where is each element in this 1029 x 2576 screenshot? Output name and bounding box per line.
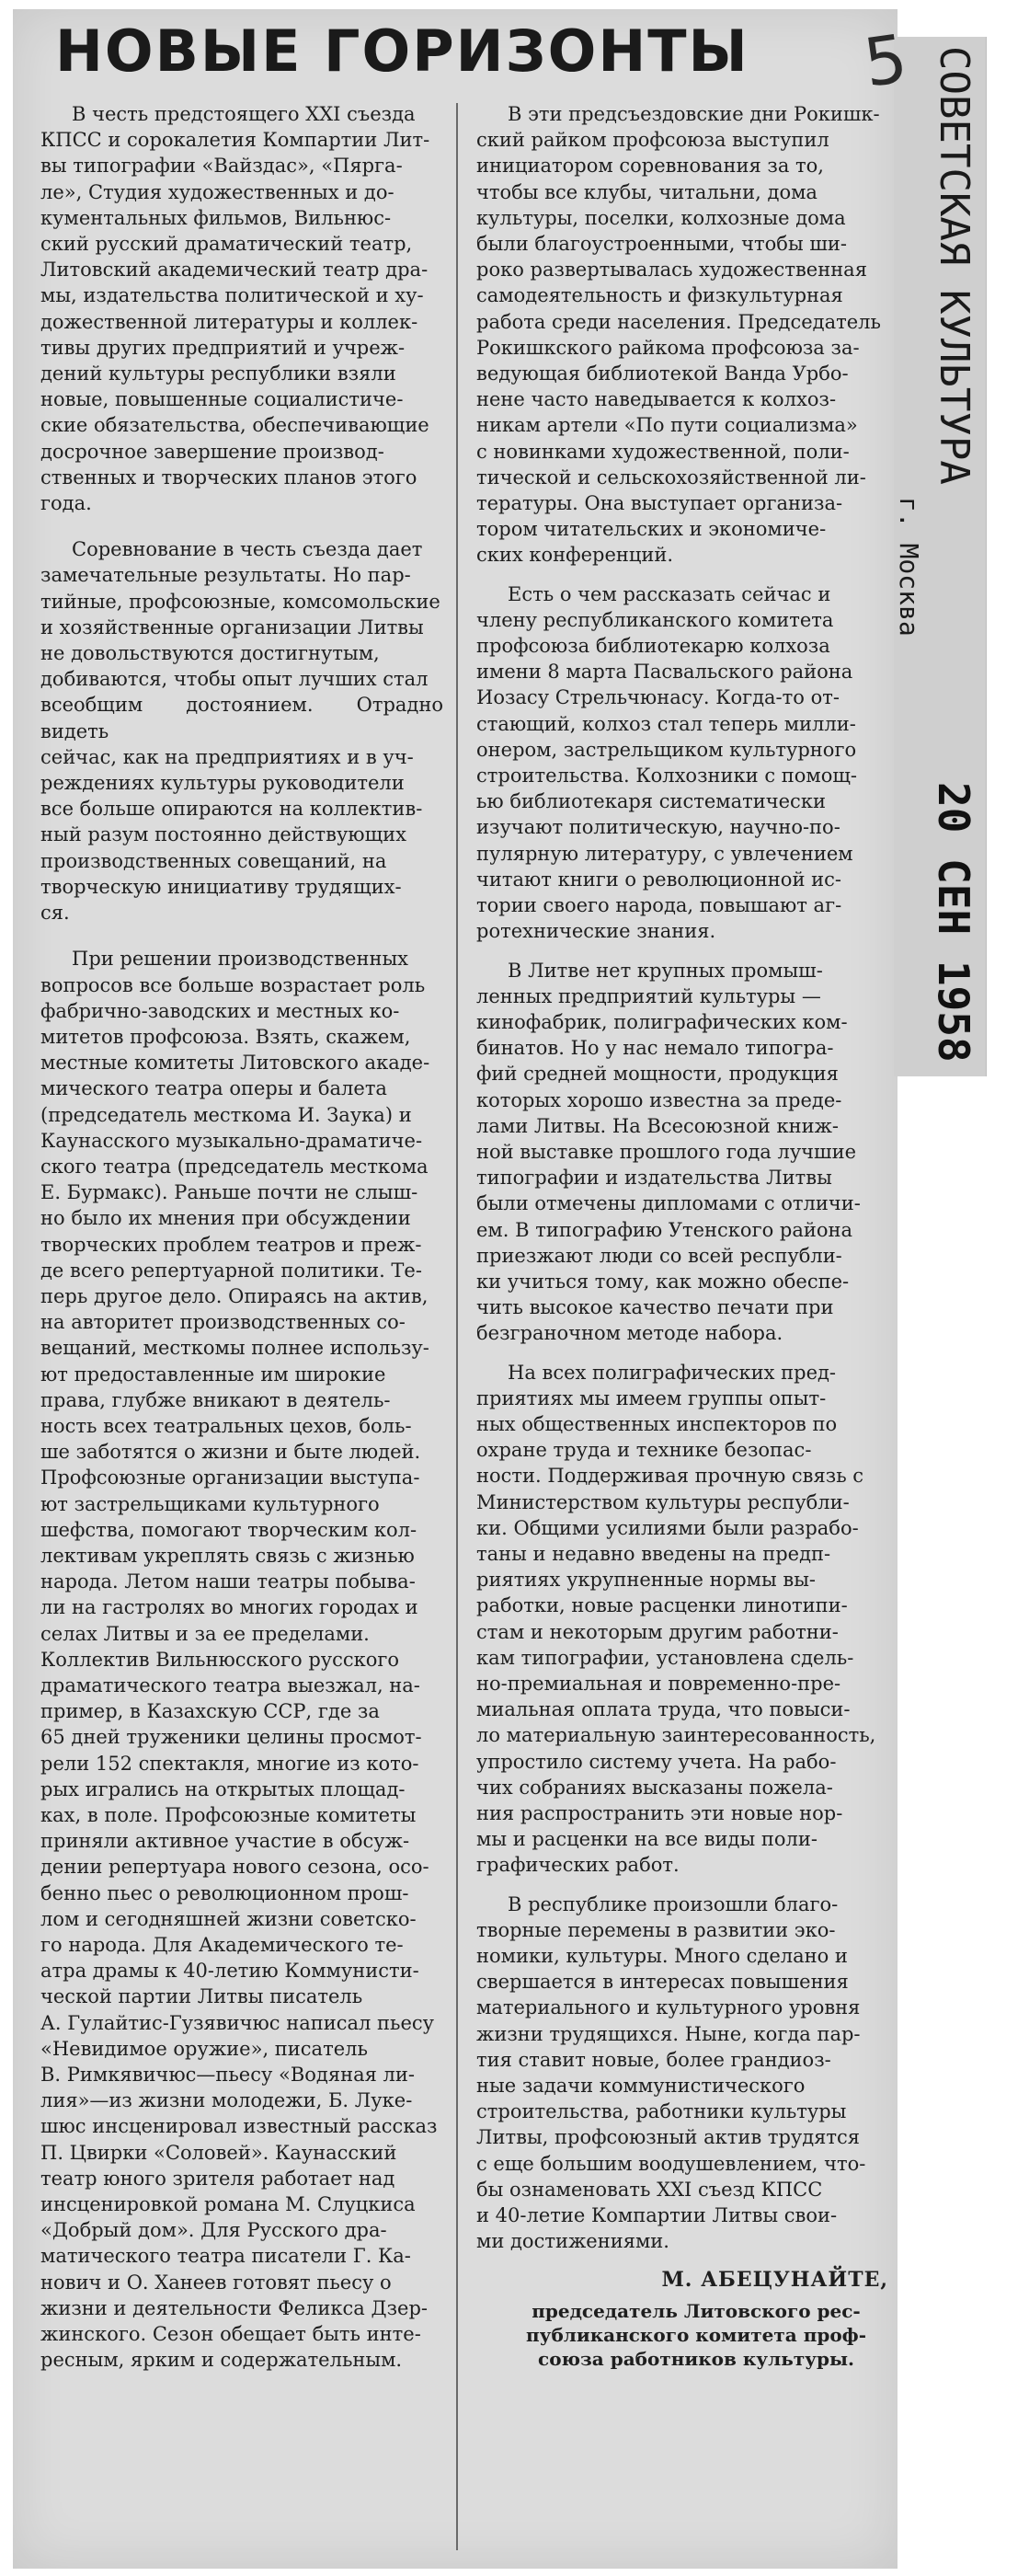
- article-paragraph: В Литве нет крупных промыш- ленных предприятий культуры — кинофабрик, полиграфических ком- бинатов. Но у нас немало типогра- фий средней мощности, продукция которых хорошо известна за преде- лами Литвы. На Всесоюзной книж- ной выставке прошлого года лучшие типографии и издательства Литвы были отмечены дипломами с отличи- ем. В типографию Утенского района приезжают люди со всей республи- ки учиться тому, как можно обеспе- чить высокое качество печати при безграночном методе набора.: [476, 959, 861, 1345]
- article-paragraph: Есть о чем рассказать сейчас и члену республиканского комитета профсоюза библиотекарю колхоза имени 8 марта Пасвальского района Иозасу Стрельчюнасу. Когда-то от- стающий, колхоз стал теперь милли- онером, застрельщиком культурного строительства. Колхозники с помощ- ью библиотекаря систематически изучают политическую, научно-по- пулярную литературу, с увлечением читают книги о революционной ис- тории своего народа, повышают аг- ротехнические знания.: [476, 582, 857, 943]
- article-headline: НОВЫЕ ГОРИЗОНТЫ: [55, 17, 749, 85]
- author-signature: М. АБЕЦУНАЙТЕ,: [661, 2268, 888, 2293]
- handwritten-page-mark: 5: [859, 19, 912, 102]
- publication-city-stamp: г. Москва: [894, 497, 924, 637]
- article-paragraph: В честь предстоящего XXI съезда КПСС и сорокалетия Компартии Лит- вы типографии «Вайздас», «Пярга- ле», Студия художественных и до- кументальных фильмов, Вильнюс- ский русский драматический театр, Литовский академический театр дра- мы, издательства политической и ху- дожественной литературы и коллек- тивы других предприятий и учреж- дений культуры республики взяли новые, повышенные социалистиче- ские обязательства, обеспечивающие досрочное завершение производ- ственных и творческих планов этого года.: [40, 103, 430, 515]
- article-paragraph: На всех полиграфических пред- приятиях мы имеем группы опыт- ных общественных инспекторов по охране труда и технике безопас- ности. Поддерживая прочную связь с Министерством культуры республи- ки. Общими усилиями были разрабо- таны и недавно введены на предп- риятиях укрупненные нормы вы- работки, новые расценки линотипи- стам и некоторым другим работни- кам типографии, установлена сдель- но-премиальная и повременно-пре- миальная оплата труда, что повыси- ло материальную заинтересованность, упростило систему учета. На рабо- чих собраниях высказаны пожела- ния распространить эти новые нор- мы и расценки на все виды поли- графических работ.: [476, 1361, 876, 1877]
- column-divider: [456, 103, 458, 2550]
- publication-stamp: СОВЕТСКАЯ КУЛЬТУРА: [931, 46, 978, 485]
- article-paragraph: При решении производственных вопросов все больше возрастает роль фабрично-заводских и местных ко- митетов профсоюза. Взять, скажем, местные комитеты Литовского акаде- мического театра оперы и балета (председатель месткома И. Заука) и Каунасского музыкально-драматиче- ского театра (председатель месткома Е. Бурмакс). Раньше почти не слыш- но было их мнения при обсуждении творческих проблем театров и преж- де всего репертуарной политики. Те- перь другое дело. Опираясь на актив, на авторитет производственных со- вещаний, месткомы полнее использу- ют предоставленные им широкие права, глубже вникают в деятель- ность всех театральных цехов, боль- ше заботятся о жизни и быте людей. Профсоюзные организации выступа- ют застрельщиками культурного шефства, помогают творческим кол- лективам укреплять связь с жизнью народа. Летом наши театры побыва- ли на гастролях во многих городах и селах Литвы и за ее пределами. Коллектив Вильнюсского русского драматического театра выезжал, на- пример, в Казахскую ССР, где за 65 дней труженики целины просмот- рели 152 спектакля, многие из кото- рых игрались на открытых площад- ках, в поле. Профсоюзные комитеты приняли активное участие в обсуж- дении репертуара нового сезона, осо- бенно пьес о революционном прош- лом и сегодняшней жизни советско- го народа. Для Академического те- атра драмы к 40-летию Коммунисти- ческой партии Литвы писатель А. Гулайтис-Гузявичюс написал пьесу «Невидимое оружие», писатель В. Римкявичюс—пьесу «Водяная ли- лия»—из жизни молодежи, Б. Луке- шюс инсценировал известный рассказ П. Цвирки «Соловей». Каунасский театр юного зрителя работает над инсценировкой романа М. Слуцкиса «Добрый дом». Для Русского дра- матического театра писатели Г. Ка- нович и О. Ханеев готовят пьесу о жизни и деятельности Феликса Дзер- жинского. Сезон обещает быть инте- ресным, ярким и содержательным.: [40, 948, 438, 2372]
- article-left-column: [40, 101, 443, 2393]
- article-paragraph: В эти предсъездовские дни Рокишк- ский райком профсоюза выступил инициатором соревнования за то, чтобы все клубы, читальни, дома культуры, поселки, колхозные дома были благоустроенными, чтобы ши- роко развертывалась художественная самодеятельность и физкультурная работа среди населения. Председатель Рокишкского райкома профсоюза за- ведующая библиотекой Ванда Урбо- нене часто наведывается к колхоз- никам артели «По пути социализма» с новинками художественной, поли- тической и сельскохозяйственной ли- тературы. Она выступает организа- тором читательских и экономиче- ских конференций.: [476, 103, 881, 567]
- article-paragraph: Соревнование в честь съезда дает замечательные результаты. Но пар- тийные, профсоюзные, комсомольские и хозяйственные организации Литвы не довольствуются достигнутым, добиваются, чтобы опыт лучших стал всеобщим достоянием. Отрадно видеть сейчас, как на предприятиях и в уч- реждениях культуры руководители все больше опираются на коллектив- ный разум постоянно действующих производственных совещаний, на творческую инициативу трудящих- ся.: [40, 538, 443, 925]
- article-paragraph: В республике произошли благо- творные перемены в развитии эко- номики, культуры. Много сделано и свершается в интересах повышения материального и культурного уровня жизни трудящихся. Ныне, когда пар- тия ставит новые, более грандиоз- ные задачи коммунистического строительства, работники культуры Литвы, профсоюзный актив трудятся с еще большим воодушевлением, что- бы ознаменовать XXI съезд КПСС и 40-летие Компартии Литвы свои- ми достижениями.: [476, 1892, 866, 2253]
- article-right-column: [476, 101, 888, 2371]
- publication-date-stamp: 20 СЕН 1958: [929, 782, 978, 1063]
- author-title: председатель Литовского рес- публиканского комитета проф- союза работников культуры.: [526, 2299, 866, 2370]
